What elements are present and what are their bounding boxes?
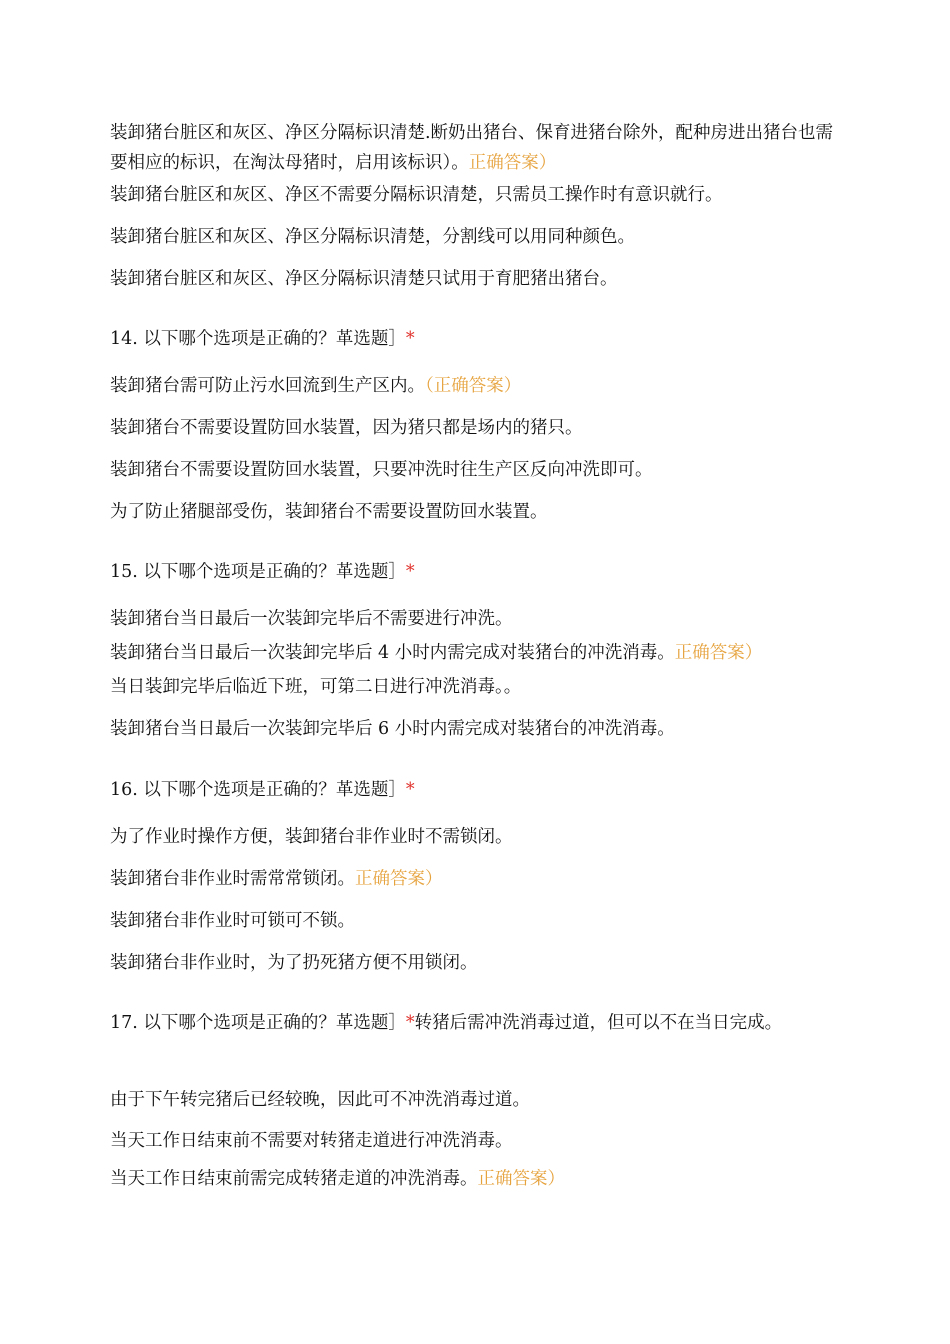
correct-answer-mark: 正确答案） (477, 1169, 565, 1189)
option-q14-c: 装卸猪台不需要设置防回水装置，只要冲洗时往生产区反向冲洗即可。 (110, 460, 653, 480)
correct-answer-mark: 正确答案） (674, 643, 763, 663)
option-q17-c: 当天工作日结束前不需要对转猪走道进行冲洗消毒。 (110, 1131, 513, 1151)
option-q14-b: 装卸猪台不需要设置防回水装置，因为猪只都是场内的猪只。 (110, 418, 583, 438)
question-text: 17. 以下哪个选项是正确的？革选题］ (110, 1013, 406, 1033)
question-15-prompt (110, 559, 840, 585)
question-16-prompt (110, 777, 840, 803)
required-marker: * (405, 562, 415, 582)
option-text: 装卸猪台脏区和灰区、净区分隔标识清楚.断奶出猪台、保育进猪台除外，配种房进出猪台也需要相应的标识，在淘汰母猪时，启用该标识）。 (110, 123, 834, 173)
correct-answer-mark: 正确答案） (355, 869, 443, 889)
option-q13-c: 装卸猪台脏区和灰区、净区分隔标识清楚，分割线可以用同种颜色。 (110, 227, 635, 247)
option-q15-a: 装卸猪台当日最后一次装卸完毕后不需要进行冲洗。 (110, 609, 513, 629)
required-marker: * (405, 780, 415, 800)
option-text: 装卸猪台需可防止污水回流到生产区内。 (110, 376, 425, 396)
option-q14-d: 为了防止猪腿部受伤，装卸猪台不需要设置防回水装置。 (110, 502, 548, 522)
option-text: 当天工作日结束前需完成转猪走道的冲洗消毒。 (110, 1169, 478, 1189)
option-text: 装卸猪台非作业时需常常锁闭。 (110, 869, 355, 889)
required-marker: * (405, 329, 415, 349)
option-q17-b: 由于下午转完猪后已经较晚，因此可不冲洗消毒过道。 (110, 1090, 530, 1110)
option-q16-c: 装卸猪台非作业时可锁可不锁。 (110, 911, 355, 931)
required-marker: * (405, 1013, 415, 1033)
question-17-prompt (110, 1008, 840, 1038)
question-text: 14. 以下哪个选项是正确的？革选题］ (110, 329, 406, 349)
option-q15-b (110, 640, 840, 666)
correct-answer-mark: 正确答案） (468, 153, 557, 173)
option-text: 装卸猪台当日最后一次装卸完毕后 4 小时内需完成对装猪台的冲洗消毒。 (110, 643, 675, 663)
option-q14-a (110, 373, 840, 399)
option-q16-b (110, 866, 840, 892)
option-q15-c: 当日装卸完毕后临近下班，可第二日进行冲洗消毒。。 (110, 677, 522, 697)
option-q16-d: 装卸猪台非作业时，为了扔死猪方便不用锁闭。 (110, 953, 478, 973)
option-q15-d: 装卸猪台当日最后一次装卸完毕后 6 小时内需完成对装猪台的冲洗消毒。 (110, 719, 675, 739)
option-q16-a: 为了作业时操作方便，装卸猪台非作业时不需锁闭。 (110, 827, 513, 847)
option-q13-d: 装卸猪台脏区和灰区、净区分隔标识清楚只试用于育肥猪出猪台。 (110, 269, 618, 289)
option-q13-b: 装卸猪台脏区和灰区、净区不需要分隔标识清楚，只需员工操作时有意识就行。 (110, 185, 723, 205)
option-q13-a (110, 118, 840, 178)
question-14-prompt (110, 326, 840, 352)
option-q17-a-text: 转猪后需冲洗消毒过道，但可以不在当日完成。 (414, 1013, 783, 1033)
correct-answer-mark: （正确答案） (425, 376, 522, 396)
question-text: 16. 以下哪个选项是正确的？革选题］ (110, 780, 406, 800)
question-text: 15. 以下哪个选项是正确的？革选题］ (110, 562, 406, 582)
option-q17-d (110, 1166, 840, 1192)
